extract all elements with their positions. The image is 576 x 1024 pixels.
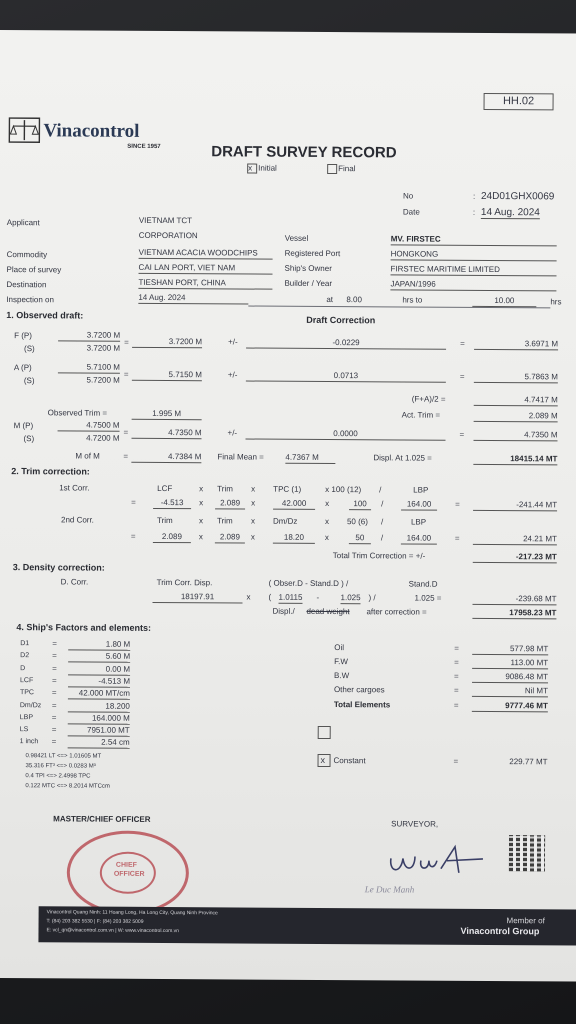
builder: JAPAN/1996 bbox=[390, 278, 556, 291]
date-label: Date bbox=[402, 207, 420, 217]
factor-value: -4.513 M bbox=[68, 675, 130, 687]
document-page bbox=[0, 30, 576, 982]
date-value: 14 Aug. 2024 bbox=[480, 206, 540, 219]
factor-value: 164.000 M bbox=[68, 712, 130, 724]
doc-code: HH.02 bbox=[502, 95, 535, 108]
trim-r1-value: x bbox=[251, 498, 256, 508]
stamp-line1: CHIEF bbox=[115, 861, 137, 869]
trim-r1-value: x bbox=[325, 498, 330, 509]
no-colon: : bbox=[472, 191, 476, 201]
trim-r2-label: x bbox=[198, 516, 204, 526]
total-trim-label: Total Trim Correction = +/- bbox=[332, 551, 426, 561]
element-label: Other cargoes bbox=[333, 685, 385, 695]
dead-weight-struck: dead weight bbox=[306, 606, 350, 617]
surveyor-label: SURVEYOR, bbox=[391, 819, 439, 829]
trim-r2-label: Dm/Dz bbox=[272, 516, 298, 526]
section-1-title: 1. Observed draft: bbox=[6, 310, 84, 321]
a-result: 5.7863 M bbox=[474, 371, 558, 384]
mofm-equals: = bbox=[123, 451, 129, 461]
m-correction: 0.0000 bbox=[246, 428, 446, 441]
element-label: B.W bbox=[334, 671, 350, 681]
a-equals: = bbox=[123, 369, 129, 379]
vessel: MV. FIRSTEC bbox=[391, 233, 557, 246]
std-d-2: 1.025 = bbox=[414, 593, 442, 603]
factor-key: 1 inch bbox=[19, 738, 39, 746]
inspection: 14 Aug. 2024 bbox=[138, 292, 248, 305]
builder-label: Builder / Year bbox=[284, 278, 333, 289]
factor-equals: = bbox=[51, 713, 57, 723]
density-times: x bbox=[246, 592, 251, 602]
trim-r2-value: x bbox=[198, 532, 203, 542]
applicant-line2: CORPORATION bbox=[138, 230, 198, 241]
a-equals-2: = bbox=[459, 371, 465, 381]
after-correction-label: after correction = bbox=[366, 607, 427, 617]
f-mean: 3.7200 M bbox=[132, 336, 202, 348]
trim-r2-value: 2.089 bbox=[153, 531, 191, 543]
factor-key: D1 bbox=[20, 640, 30, 648]
factor-value: 2.54 cm bbox=[68, 737, 130, 749]
stand-d-label: Stand.D bbox=[408, 579, 438, 589]
place: CAI LAN PORT, VIET NAM bbox=[139, 262, 273, 275]
trim-r2-label: Trim bbox=[156, 515, 173, 526]
trim-r1-label: LCF bbox=[157, 483, 173, 494]
section-3-title: 3. Density correction: bbox=[12, 562, 105, 573]
qr-code-icon bbox=[509, 835, 545, 871]
conversion-item: 0.122 MTC <=> 8.2014 MTCcm bbox=[25, 783, 110, 790]
to-value: 10.00 bbox=[472, 295, 536, 307]
section-2-title: 2. Trim correction: bbox=[11, 466, 90, 477]
factor-value: 42.000 MT/cm bbox=[68, 688, 130, 700]
trim-corr-disp-label: Trim Corr. Disp. bbox=[156, 577, 213, 588]
footer-line3: E: vcl_qn@vinacontrol.com.vn | W: www.vinacontrol.com.vn bbox=[46, 927, 179, 935]
factor-key: LBP bbox=[19, 713, 34, 722]
final-mean-label: Final Mean = bbox=[217, 452, 264, 462]
footer-group: Vinacontrol Group bbox=[460, 925, 540, 937]
element-label: Oil bbox=[334, 643, 345, 653]
trim-r1-label: x bbox=[251, 484, 256, 494]
element-equals: = bbox=[454, 643, 459, 653]
doc-code-box bbox=[484, 93, 554, 110]
trim-r1-result: -241.44 MT bbox=[473, 499, 557, 512]
destination-label: Destination bbox=[6, 280, 47, 290]
place-label: Place of survey bbox=[6, 265, 62, 275]
trim-r1-value: x bbox=[199, 498, 204, 508]
a-correction: 0.0713 bbox=[246, 370, 446, 383]
factor-equals: = bbox=[52, 651, 57, 661]
trim-r1-value: 42.000 bbox=[273, 498, 315, 510]
displ-after: 17958.23 MT bbox=[472, 607, 556, 620]
trim-r2-label: Trim bbox=[216, 516, 233, 526]
ms-value: 4.7200 M bbox=[86, 433, 120, 443]
displ-value: 18415.14 MT bbox=[473, 453, 557, 466]
element-label: F.W bbox=[334, 657, 348, 667]
factor-equals: = bbox=[51, 725, 57, 735]
constant-equals: = bbox=[453, 756, 459, 766]
total-trim: -217.23 MT bbox=[473, 551, 557, 564]
m-equals: = bbox=[123, 427, 129, 437]
element-equals: = bbox=[454, 671, 459, 681]
factor-value: 5.60 M bbox=[68, 651, 130, 663]
m-equals-2: = bbox=[459, 429, 465, 439]
final-checkbox[interactable] bbox=[327, 164, 337, 174]
fp-value: 3.7200 M bbox=[58, 329, 120, 341]
factor-key: LCF bbox=[20, 677, 34, 685]
footer-line2: T: (84) 203 382 5530 | F: (84) 203 382 5009 bbox=[46, 918, 144, 925]
owner-label: Ship's Owner bbox=[284, 263, 332, 274]
date-colon: : bbox=[472, 207, 476, 217]
at-label: at bbox=[326, 294, 334, 305]
trim-r1-value: 100 bbox=[349, 498, 371, 510]
surveyor-signature-icon bbox=[385, 838, 495, 889]
trim-r2-value: 2.089 bbox=[215, 531, 245, 543]
f-result: 3.6971 M bbox=[474, 338, 558, 351]
ship-stamp bbox=[67, 830, 190, 915]
mp-value: 4.7500 M bbox=[58, 419, 120, 431]
commodity-label: Commodity bbox=[6, 250, 48, 260]
f-pm: +/- bbox=[228, 337, 238, 347]
signature-name: Le Duc Manh bbox=[364, 884, 415, 895]
density-minus: - bbox=[316, 592, 320, 602]
commodity: VIETNAM ACACIA WOODCHIPS bbox=[139, 247, 273, 260]
no-value: 24D01GHX0069 bbox=[480, 190, 555, 203]
factor-value: 1.80 M bbox=[68, 638, 130, 650]
as-value: 5.7200 M bbox=[86, 375, 120, 385]
fa2-label: (F+A)/2 = bbox=[411, 394, 446, 404]
final-label: Final bbox=[338, 164, 356, 174]
destination: TIESHAN PORT, CHINA bbox=[138, 277, 272, 290]
f-equals: = bbox=[124, 337, 129, 347]
no-label: No bbox=[402, 191, 414, 201]
observed-trim-label: Observed Trim = bbox=[47, 408, 108, 418]
factor-key: D bbox=[20, 664, 26, 672]
element-value: 577.98 MT bbox=[472, 643, 548, 655]
conversion-item: 35.316 FT³ <=> 0.0283 M³ bbox=[25, 763, 96, 770]
trim-r2-label: LBP bbox=[410, 517, 427, 527]
trim-r2-value: / bbox=[380, 533, 384, 543]
at-value: 8.00 bbox=[346, 295, 362, 305]
vinacontrol-logo-icon bbox=[7, 116, 41, 144]
mp-label: M (P) bbox=[13, 421, 34, 431]
applicant-line1: VIETNAM TCT bbox=[138, 215, 193, 226]
trim-r1-value: = bbox=[455, 499, 460, 509]
total-elements-label: Total Elements bbox=[333, 700, 391, 710]
trim-r1-value: -4.513 bbox=[153, 497, 191, 509]
ap-label: A (P) bbox=[13, 363, 32, 373]
std-d: 1.025 bbox=[340, 593, 361, 603]
factor-key: D2 bbox=[20, 652, 30, 660]
m-result: 4.7350 M bbox=[473, 429, 557, 442]
total-elements: 9777.46 MT bbox=[472, 700, 548, 712]
fa2-value: 4.7417 M bbox=[474, 394, 558, 407]
mofm: 4.7384 M bbox=[131, 451, 201, 463]
act-trim-label: Act. Trim = bbox=[401, 410, 441, 420]
hrs-label: hrs bbox=[550, 297, 562, 307]
conversion-item: 0.98421 LT <=> 1.01605 MT bbox=[25, 753, 102, 760]
trim-r1-label: Trim bbox=[217, 484, 233, 494]
page-title: DRAFT SURVEY RECORD bbox=[211, 143, 397, 162]
trim-r2-value: 164.00 bbox=[401, 532, 437, 544]
trim-r1-label: LBP bbox=[413, 485, 429, 495]
initial-label: Initial bbox=[258, 163, 277, 173]
d-corr-label: D. Corr. bbox=[60, 577, 89, 587]
density-paren-close: ) / bbox=[368, 593, 376, 603]
act-trim: 2.089 M bbox=[474, 410, 558, 423]
draft-correction-title: Draft Correction bbox=[306, 314, 376, 326]
trim-r1-label: x 100 (12) bbox=[325, 484, 362, 495]
f-correction: -0.0229 bbox=[246, 337, 446, 350]
density-result: -239.68 MT bbox=[472, 593, 556, 606]
applicant-label: Applicant bbox=[6, 218, 40, 228]
factor-equals: = bbox=[52, 663, 57, 673]
factor-equals: = bbox=[51, 737, 57, 747]
final-mean: 4.7367 M bbox=[285, 452, 335, 464]
section-4-title: 4. Ship's Factors and elements: bbox=[16, 622, 152, 633]
factor-key: LS bbox=[19, 726, 29, 734]
trim-r1-label: / bbox=[379, 485, 382, 495]
port-label: Registered Port bbox=[284, 248, 341, 259]
hrs-to-label: hrs to bbox=[402, 295, 423, 305]
unchecked-box[interactable] bbox=[318, 726, 331, 739]
trim-r1-label: x bbox=[199, 484, 204, 494]
observed-trim: 1.995 M bbox=[132, 408, 202, 420]
trim-r2-result: 24.21 MT bbox=[473, 533, 557, 546]
ms-label: (S) bbox=[23, 434, 35, 444]
owner: FIRSTEC MARITIME LIMITED bbox=[391, 263, 557, 276]
conversion-item: 0.4 TPI <=> 2.4998 TPC bbox=[25, 773, 91, 780]
ap-value: 5.7100 M bbox=[58, 361, 120, 373]
factor-key: Dm/Dz bbox=[19, 701, 42, 709]
trim-r2-label: x bbox=[250, 516, 256, 526]
master-label: MASTER/CHIEF OFFICER bbox=[53, 814, 151, 824]
trim-r1-value: 2.089 bbox=[215, 497, 245, 509]
as-label: (S) bbox=[23, 376, 35, 386]
footer-bar bbox=[38, 906, 576, 945]
mofm-label: M of M bbox=[75, 451, 100, 461]
trim-r1-value: 164.00 bbox=[401, 498, 437, 510]
initial-checkbox[interactable]: x bbox=[247, 164, 257, 174]
obs-d: 1.0115 bbox=[278, 592, 303, 602]
constant-label: Constant bbox=[333, 756, 366, 766]
fp-label: F (P) bbox=[14, 331, 32, 341]
factor-value: 0.00 M bbox=[68, 663, 130, 675]
fs-value: 3.7200 M bbox=[86, 343, 121, 353]
factor-key: TPC bbox=[19, 689, 34, 697]
footer-member: Member of bbox=[506, 916, 545, 926]
trim-r2-value: = bbox=[454, 533, 460, 543]
trim-r1-label: TPC (1) bbox=[273, 484, 302, 494]
total-elements-equals: = bbox=[453, 700, 459, 710]
port: HONGKONG bbox=[391, 248, 557, 261]
trim-r1-value: / bbox=[381, 499, 384, 509]
second-corr-label: 2nd Corr. bbox=[60, 515, 94, 525]
element-equals: = bbox=[453, 685, 459, 695]
factor-value: 18.200 bbox=[68, 700, 130, 712]
brand-since: SINCE 1957 bbox=[127, 143, 161, 150]
trim-r2-label: / bbox=[380, 517, 384, 527]
factor-equals: = bbox=[52, 639, 57, 649]
trim-r2-equals: = bbox=[130, 531, 136, 541]
a-pm: +/- bbox=[227, 370, 238, 380]
factor-value: 7951.00 MT bbox=[68, 725, 130, 737]
trim-r2-value: 50 bbox=[349, 532, 371, 544]
element-value: 9086.48 MT bbox=[472, 671, 548, 683]
brand-name: Vinacontrol bbox=[43, 120, 140, 142]
m-pm: +/- bbox=[227, 428, 238, 438]
trim-corr-disp: 18197.91 bbox=[153, 591, 243, 604]
a-mean: 5.7150 M bbox=[132, 369, 202, 381]
element-value: Nil MT bbox=[472, 685, 548, 697]
trim-r2-value: x bbox=[250, 532, 255, 542]
displ-label: Displ. At 1.025 = bbox=[373, 453, 432, 463]
trim-r2-value: 18.20 bbox=[273, 532, 315, 544]
density-formula: ( Obser.D - Stand.D ) / bbox=[268, 578, 349, 589]
density-paren-open: ( bbox=[268, 592, 272, 602]
m-mean: 4.7350 M bbox=[132, 427, 202, 439]
constant-checkbox[interactable]: x bbox=[318, 754, 331, 767]
fs-label: (S) bbox=[24, 344, 35, 354]
trim-r1-equals: = bbox=[131, 497, 136, 507]
element-equals: = bbox=[454, 657, 459, 667]
factor-equals: = bbox=[51, 700, 57, 710]
footer-line1: Vinacontrol Quang Ninh: 11 Hoang Long, Ha Long City, Quang Ninh Province bbox=[46, 909, 218, 917]
first-corr-label: 1st Corr. bbox=[59, 483, 90, 493]
displ-after-label: Displ./ bbox=[272, 606, 295, 616]
stamp-line2: OFFICER bbox=[113, 870, 145, 878]
trim-r2-label: 50 (6) bbox=[346, 517, 368, 527]
vessel-label: Vessel bbox=[284, 233, 309, 243]
inspection-label: Inspection on bbox=[6, 295, 54, 305]
constant-value: 229.77 MT bbox=[509, 757, 548, 767]
trim-r2-label: x bbox=[324, 516, 330, 527]
trim-r2-value: x bbox=[324, 532, 329, 543]
factor-equals: = bbox=[51, 676, 57, 686]
factor-equals: = bbox=[51, 688, 57, 698]
element-value: 113.00 MT bbox=[472, 657, 548, 669]
f-equals-2: = bbox=[460, 338, 465, 348]
